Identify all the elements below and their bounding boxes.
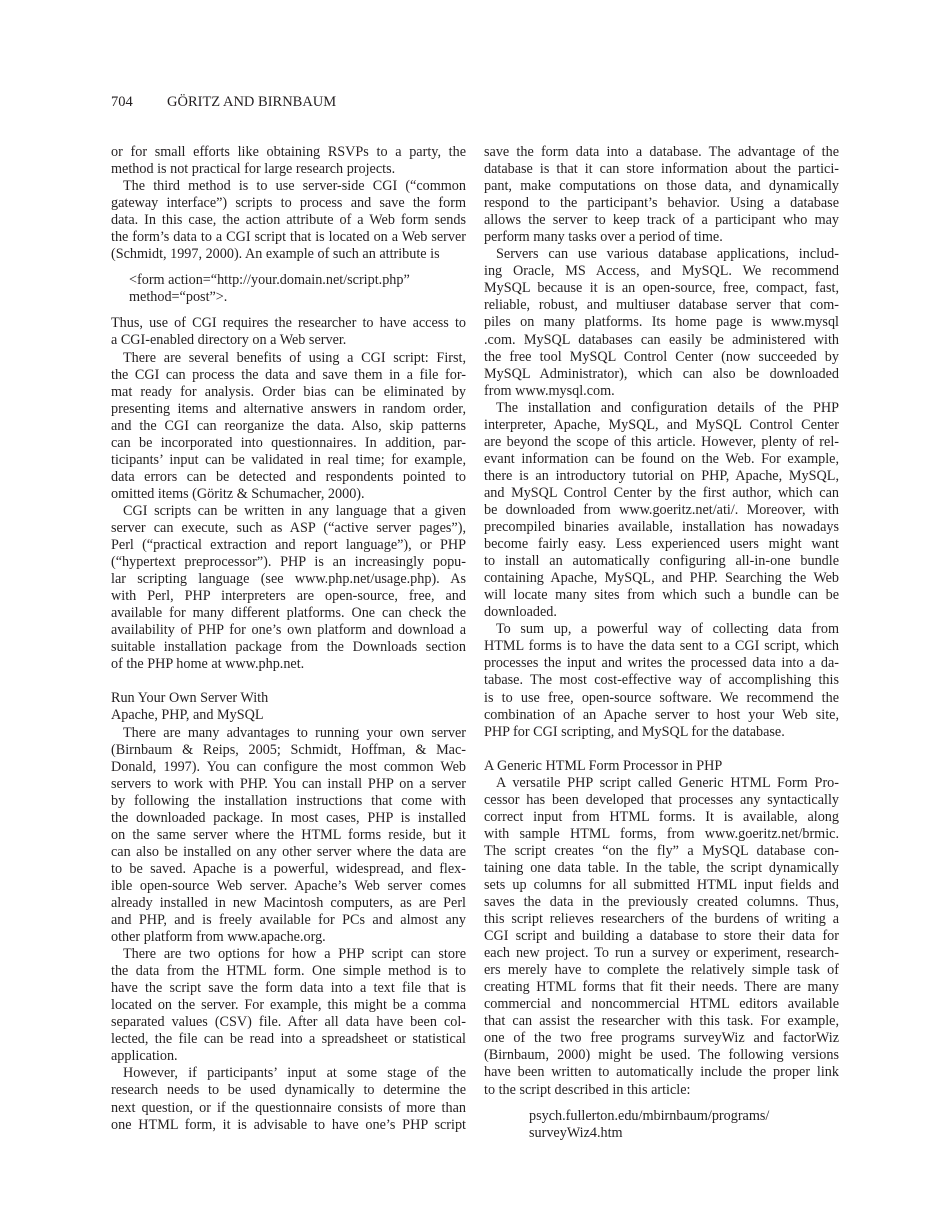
text-line: .com. MySQL databases can easily be administered with	[484, 331, 839, 348]
left-column	[111, 144, 466, 1134]
text-line: (Birnbaum & Reips, 2005; Schmidt, Hoffman, & Mac-	[111, 741, 466, 758]
text-line: correct input from HTML forms. It is available, along	[484, 808, 839, 825]
text-line: with Perl, PHP interpreters are open-source, free, and	[111, 588, 466, 605]
text-line: HTML forms is to have the data sent to a CGI script, which	[484, 638, 839, 655]
text-line: the free tool MySQL Control Center (now succeeded by	[484, 348, 839, 365]
paragraph	[111, 144, 466, 178]
text-line: perform many tasks over a period of time.	[484, 229, 723, 246]
text-line: taining one data table. In the table, the script dynamically	[484, 859, 839, 876]
text-line: can also be installed on any other server where the data are	[111, 843, 466, 860]
page-number: 704	[111, 94, 133, 110]
text-line: application.	[111, 1048, 178, 1065]
text-line: ticipants’ input can be validated in real time; for example,	[111, 451, 466, 468]
text-line: There are two options for how a PHP script can store	[123, 946, 466, 963]
paragraph	[111, 178, 466, 263]
section-gap	[111, 673, 466, 690]
text-line: interpreter, Apache, MySQL, and MySQL Control Center	[484, 416, 839, 433]
text-line: gateway interface”) scripts to process and save the form	[111, 195, 466, 212]
text-line: allows the server to keep track of a participant who may	[484, 212, 839, 229]
right-column	[484, 144, 839, 1151]
text-line: A Generic HTML Form Processor in PHP	[484, 757, 723, 774]
text-line: surveyWiz4.htm	[529, 1124, 623, 1141]
text-line: available for many different platforms. One can check the	[111, 605, 466, 622]
text-line: combination of an Apache server to host your Web site,	[484, 706, 839, 723]
text-line: become fairly easy. Less experienced users might want	[484, 536, 839, 553]
text-line: Apache, PHP, and MySQL	[111, 707, 264, 724]
text-line: of the PHP home at www.php.net.	[111, 656, 305, 673]
text-line: tabase. The most cost-effective way of accomplishing this	[484, 672, 839, 689]
text-line: the CGI can process the data and save them in a file for-	[111, 366, 466, 383]
text-line: one of the two free programs surveyWiz and factorWiz	[484, 1030, 839, 1047]
text-line: be downloaded from www.goeritz.net/ati/. Moreover, with	[484, 501, 839, 518]
text-line: have been written to automatically include the proper link	[484, 1064, 839, 1081]
text-line: However, if participants’ input at some stage of the	[123, 1065, 466, 1082]
text-line: containing Apache, MySQL, and PHP. Searching the Web	[484, 570, 839, 587]
text-line: method=“post”>.	[129, 289, 228, 306]
text-line: can be incorporated into questionnaires. In addition, par-	[111, 434, 466, 451]
paragraph	[484, 144, 839, 246]
text-line: the data from the HTML form. One simple method is to	[111, 963, 466, 980]
text-line: servers to work with PHP. You can install PHP on a server	[111, 775, 466, 792]
text-line: save the form data into a database. The advantage of the	[484, 144, 839, 160]
text-line: <form action=“http://your.domain.net/script.php”	[129, 272, 410, 289]
text-line: to install an automatically configuring all-in-one bundle	[484, 553, 839, 570]
text-line: Thus, use of CGI requires the researcher to have access to	[111, 315, 466, 332]
section-heading	[111, 690, 466, 724]
paragraph	[111, 503, 466, 673]
paragraph	[111, 1065, 466, 1133]
text-line: respond to the participant’s behavior. Using a database	[484, 195, 839, 212]
paragraph	[484, 400, 839, 622]
text-line: to be saved. Apache is a powerful, widespread, and flex-	[111, 860, 466, 877]
text-line: and the CGI can reorganize the data. Also, skip patterns	[111, 417, 466, 434]
text-line: lar scripting language (see www.php.net/usage.php). As	[111, 571, 466, 588]
running-header	[111, 94, 336, 111]
text-line: the downloaded package. In most cases, PHP is installed	[111, 809, 466, 826]
text-line: ing Oracle, MS Access, and MySQL. We recommend	[484, 263, 839, 280]
text-line: The third method is to use server-side CGI (“common	[123, 178, 466, 195]
text-line: ers merely have to complete the relatively simple task of	[484, 962, 839, 979]
text-line: Perl (“practical extraction and report language”), or PHP	[111, 537, 466, 554]
text-line: (“hypertext preprocessor”). PHP is an increasingly popu-	[111, 554, 466, 571]
section-heading	[484, 758, 839, 775]
text-line: A versatile PHP script called Generic HTML Form Pro-	[496, 774, 839, 791]
paragraph	[111, 725, 466, 947]
text-line: (Birnbaum, 2000) might be used. The following versions	[484, 1047, 839, 1064]
code-example	[484, 1108, 839, 1142]
text-line: The installation and configuration details of the PHP	[496, 399, 839, 416]
text-line: database is that it can store information about the partici-	[484, 161, 839, 178]
text-line: located on the server. For example, this might be a comma	[111, 997, 466, 1014]
text-line: Run Your Own Server With	[111, 690, 269, 707]
text-line: method is not practical for large research projects.	[111, 161, 396, 178]
text-line: other platform from www.apache.org.	[111, 929, 326, 946]
text-line: saves the data in the previously created columns. Thus,	[484, 894, 839, 911]
text-line: one HTML form, it is advisable to have one’s PHP script	[111, 1116, 466, 1133]
code-example	[111, 272, 466, 306]
text-line: The script creates “on the fly” a MySQL database con-	[484, 842, 839, 859]
text-line: server can execute, such as ASP (“active server pages”),	[111, 519, 466, 536]
paragraph	[111, 946, 466, 1065]
text-line: ible open-source Web server. Apache’s Web server comes	[111, 877, 466, 894]
text-line: availability of PHP for one’s own platform and download a	[111, 622, 466, 639]
section-gap	[484, 741, 839, 758]
text-line: the form’s data to a CGI script that is located on a Web server	[111, 229, 466, 246]
running-title: GÖRITZ AND BIRNBAUM	[167, 94, 337, 110]
paragraph	[484, 246, 839, 399]
text-line: precompiled binaries available, installation has nowadays	[484, 519, 839, 536]
text-line: data errors can be detected and respondents pointed to	[111, 468, 466, 485]
text-line: and PHP, and is freely available for PCs and almost any	[111, 912, 466, 929]
text-line: There are several benefits of using a CGI script: First,	[123, 349, 466, 366]
text-line: sets up columns for all submitted HTML input fields and	[484, 876, 839, 893]
paragraph	[484, 621, 839, 740]
text-line: commercial and noncommercial HTML editors available	[484, 996, 839, 1013]
text-line: on the same server where the HTML forms reside, but it	[111, 826, 466, 843]
text-line: evant information can be found on the Web. For example,	[484, 450, 839, 467]
text-line: that can assist the researcher with this task. For example,	[484, 1013, 839, 1030]
text-line: MySQL because it is an open-source, free, compact, fast,	[484, 280, 839, 297]
text-line: by following the installation instructions that come with	[111, 792, 466, 809]
paragraph	[111, 315, 466, 349]
text-line: psych.fullerton.edu/mbirnbaum/programs/	[529, 1107, 770, 1124]
text-line: this script relieves researchers of the burdens of writing a	[484, 911, 839, 928]
text-line: research needs to be used dynamically to determine the	[111, 1082, 466, 1099]
text-line: lected, the file can be read into a spreadsheet or statistical	[111, 1031, 466, 1048]
text-line: pant, make computations on those data, and dynamically	[484, 178, 839, 195]
text-line: presenting items and alternative answers in random order,	[111, 400, 466, 417]
text-line: are beyond the scope of this article. However, plenty of rel-	[484, 433, 839, 450]
text-line: a CGI-enabled directory on a Web server.	[111, 332, 347, 349]
text-line: mat ready for analysis. Order bias can be eliminated by	[111, 383, 466, 400]
text-line: data. In this case, the action attribute of a Web form sends	[111, 212, 466, 229]
text-line: creating HTML forms that fit their needs. There are many	[484, 979, 839, 996]
text-line: to the script described in this article:	[484, 1081, 691, 1098]
text-line: PHP for CGI scripting, and MySQL for the database.	[484, 723, 785, 740]
text-line: omitted items (Göritz & Schumacher, 2000).	[111, 485, 365, 502]
text-line: have the script save the form data into a text file that is	[111, 980, 466, 997]
text-line: will locate many sites from which such a bundle can be	[484, 587, 839, 604]
text-line: or for small efforts like obtaining RSVPs to a party, the	[111, 144, 466, 160]
text-line: each new project. To run a survey or experiment, research-	[484, 945, 839, 962]
text-line: and MySQL Control Center by the first author, which can	[484, 484, 839, 501]
text-line: cessor has been developed that processes any syntactically	[484, 791, 839, 808]
paragraph	[484, 775, 839, 1099]
text-line: piles on many platforms. Its home page is www.mysql	[484, 314, 839, 331]
text-line: MySQL Administrator), which can also be downloaded	[484, 365, 839, 382]
text-line: next question, or if the questionnaire consists of more than	[111, 1099, 466, 1116]
text-line: separated values (CSV) file. After all data have been col-	[111, 1014, 466, 1031]
text-line: To sum up, a powerful way of collecting data from	[496, 621, 839, 638]
text-line: suitable installation package from the Downloads section	[111, 639, 466, 656]
text-line: with sample HTML forms, from www.goeritz.net/brmic.	[484, 825, 839, 842]
text-line: Servers can use various database applications, includ-	[496, 246, 839, 263]
text-line: CGI script and building a database to store their data for	[484, 928, 839, 945]
text-line: already installed in new Macintosh computers, as are Perl	[111, 894, 466, 911]
text-line: reliable, robust, and multiuser database server that com-	[484, 297, 839, 314]
text-line: processes the input and writes the processed data into a da-	[484, 655, 839, 672]
text-line: downloaded.	[484, 604, 557, 621]
text-line: There are many advantages to running your own server	[123, 724, 466, 741]
text-line: CGI scripts can be written in any language that a given	[123, 502, 466, 519]
text-line: from www.mysql.com.	[484, 382, 615, 399]
paragraph	[111, 350, 466, 503]
text-line: there is an introductory tutorial on PHP, Apache, MySQL,	[484, 467, 839, 484]
text-line: (Schmidt, 1997, 2000). An example of such an attribute is	[111, 246, 440, 263]
text-line: is to use free, open-source software. We recommend the	[484, 689, 839, 706]
text-line: Donald, 1997). You can configure the most common Web	[111, 758, 466, 775]
